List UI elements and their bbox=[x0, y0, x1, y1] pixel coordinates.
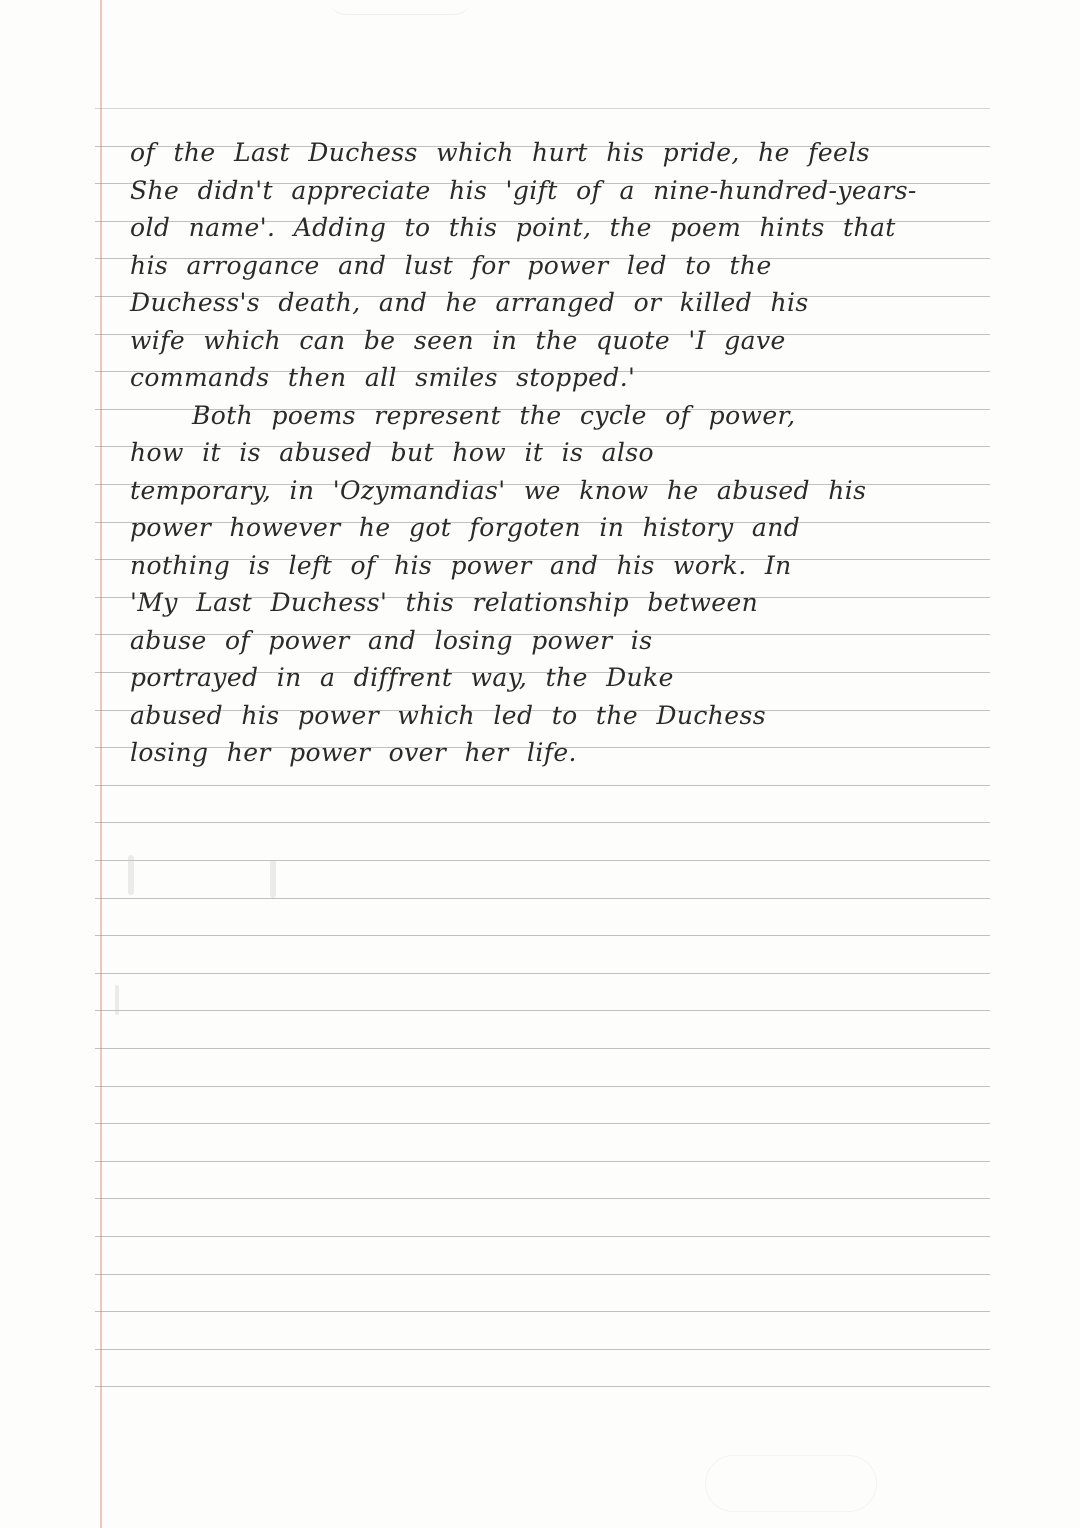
ruled-line bbox=[95, 108, 990, 109]
essay-line: Duchess's death, and he arranged or killed his bbox=[130, 288, 809, 317]
essay-line: She didn't appreciate his 'gift of a nine-hundred-years- bbox=[130, 175, 917, 205]
essay-line: wife which can be seen in the quote 'I gave bbox=[130, 325, 786, 355]
ruled-line bbox=[95, 1274, 990, 1275]
ruled-line bbox=[95, 1198, 990, 1199]
ruled-line bbox=[95, 1349, 990, 1350]
ruled-line bbox=[95, 1311, 990, 1312]
essay-line: old name'. Adding to this point, the poem hints that bbox=[130, 213, 896, 242]
essay-line: how it is abused but how it is also bbox=[130, 438, 654, 467]
essay-line: of the Last Duchess which hurt his pride, he feels bbox=[130, 138, 870, 167]
ruled-line bbox=[95, 973, 990, 974]
ruled-line bbox=[95, 1161, 990, 1162]
ruled-line bbox=[95, 1386, 990, 1387]
ruled-line bbox=[95, 1048, 990, 1049]
ruled-line bbox=[95, 935, 990, 936]
essay-line: power however he got forgoten in history and bbox=[130, 513, 801, 542]
essay-line: nothing is left of his power and his work. In bbox=[130, 550, 792, 580]
ruled-line bbox=[95, 1010, 990, 1011]
essay-line: his arrogance and lust for power led to the bbox=[130, 250, 772, 280]
essay-line: abuse of power and losing power is bbox=[130, 625, 653, 655]
essay-line: temporary, in 'Ozymandias' we know he abused his bbox=[130, 475, 867, 505]
ruled-line bbox=[95, 1086, 990, 1087]
essay-text bbox=[130, 134, 930, 772]
ruled-line bbox=[95, 785, 990, 786]
paper-mark bbox=[115, 985, 119, 1015]
paper-mark bbox=[705, 1455, 877, 1512]
ruled-line bbox=[95, 1236, 990, 1237]
ruled-line bbox=[95, 822, 990, 823]
ruled-line bbox=[95, 898, 990, 899]
essay-line: abused his power which led to the Duchess bbox=[130, 700, 766, 730]
paper-mark bbox=[270, 860, 276, 898]
essay-line: 'My Last Duchess' this relationship between bbox=[130, 588, 759, 617]
ruled-line bbox=[95, 1123, 990, 1124]
essay-line: Both poems represent the cycle of power, bbox=[192, 400, 796, 430]
ruled-line bbox=[95, 860, 990, 861]
essay-line: losing her power over her life. bbox=[130, 738, 577, 767]
essay-line: commands then all smiles stopped.' bbox=[130, 363, 636, 392]
paper-mark bbox=[128, 855, 134, 895]
essay-line: portrayed in a diffrent way, the Duke bbox=[130, 663, 674, 692]
